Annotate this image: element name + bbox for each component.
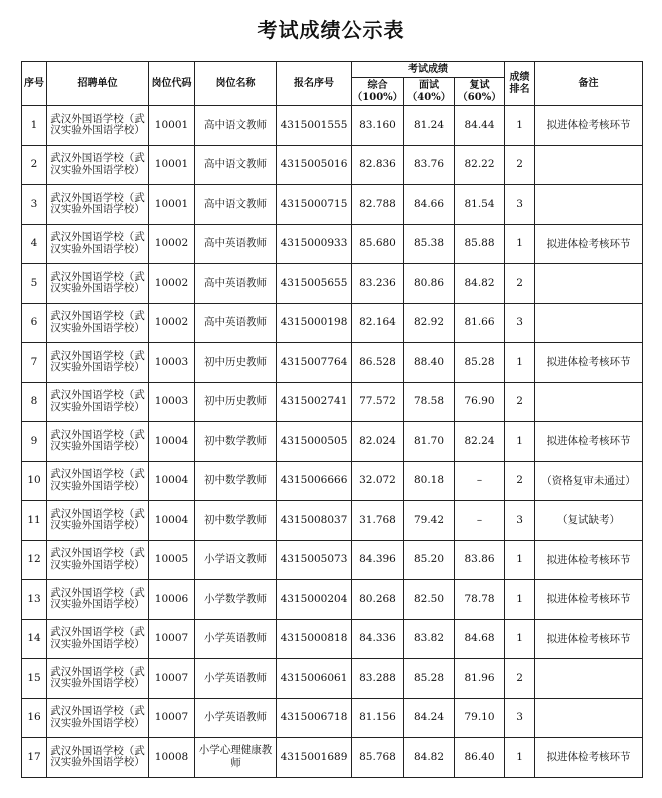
retest-score-cell: – bbox=[455, 501, 505, 541]
header-code: 岗位代码 bbox=[149, 62, 195, 106]
rank-cell: 3 bbox=[505, 501, 535, 541]
interview-score-cell: 84.24 bbox=[404, 698, 455, 738]
code-cell: 10004 bbox=[149, 461, 195, 501]
remark-cell bbox=[535, 303, 643, 343]
unit-cell: 武汉外国语学校（武汉实验外国语学校） bbox=[47, 303, 149, 343]
seq-cell: 13 bbox=[22, 580, 47, 620]
rank-cell: 2 bbox=[505, 382, 535, 422]
combined-score-cell: 83.236 bbox=[352, 264, 404, 304]
remark-cell bbox=[535, 264, 643, 304]
regno-cell: 4315006061 bbox=[277, 659, 352, 699]
seq-cell: 7 bbox=[22, 343, 47, 383]
retest-score-cell: 78.78 bbox=[455, 580, 505, 620]
header-remark: 备注 bbox=[535, 62, 643, 106]
unit-cell: 武汉外国语学校（武汉实验外国语学校） bbox=[47, 738, 149, 778]
interview-score-cell: 80.18 bbox=[404, 461, 455, 501]
regno-cell: 4315006718 bbox=[277, 698, 352, 738]
code-cell: 10008 bbox=[149, 738, 195, 778]
table-row bbox=[22, 343, 643, 383]
retest-score-cell: 82.22 bbox=[455, 145, 505, 185]
interview-score-cell: 84.82 bbox=[404, 738, 455, 778]
combined-score-cell: 32.072 bbox=[352, 461, 404, 501]
remark-cell bbox=[535, 382, 643, 422]
position-cell: 小学心理健康教师 bbox=[195, 738, 277, 778]
rank-cell: 3 bbox=[505, 303, 535, 343]
retest-score-cell: 81.96 bbox=[455, 659, 505, 699]
regno-cell: 4315000933 bbox=[277, 224, 352, 264]
regno-cell: 4315001689 bbox=[277, 738, 352, 778]
rank-cell: 3 bbox=[505, 698, 535, 738]
code-cell: 10001 bbox=[149, 185, 195, 225]
code-cell: 10003 bbox=[149, 343, 195, 383]
seq-cell: 2 bbox=[22, 145, 47, 185]
table-row bbox=[22, 659, 643, 699]
combined-score-cell: 84.396 bbox=[352, 540, 404, 580]
remark-cell: 拟进体检考核环节 bbox=[535, 540, 643, 580]
regno-cell: 4315000204 bbox=[277, 580, 352, 620]
code-cell: 10001 bbox=[149, 106, 195, 146]
interview-score-cell: 78.58 bbox=[404, 382, 455, 422]
table-row bbox=[22, 224, 643, 264]
header-regno: 报名序号 bbox=[277, 62, 352, 106]
seq-cell: 17 bbox=[22, 738, 47, 778]
interview-score-cell: 85.20 bbox=[404, 540, 455, 580]
interview-score-cell: 79.42 bbox=[404, 501, 455, 541]
position-cell: 高中语文教师 bbox=[195, 185, 277, 225]
interview-score-cell: 81.70 bbox=[404, 422, 455, 462]
position-cell: 初中数学教师 bbox=[195, 461, 277, 501]
remark-cell: 拟进体检考核环节 bbox=[535, 106, 643, 146]
seq-cell: 8 bbox=[22, 382, 47, 422]
code-cell: 10007 bbox=[149, 619, 195, 659]
position-cell: 初中数学教师 bbox=[195, 501, 277, 541]
regno-cell: 4315000198 bbox=[277, 303, 352, 343]
page-title: 考试成绩公示表 bbox=[257, 18, 405, 42]
table-row bbox=[22, 264, 643, 304]
regno-cell: 4315005016 bbox=[277, 145, 352, 185]
table-row bbox=[22, 461, 643, 501]
code-cell: 10005 bbox=[149, 540, 195, 580]
combined-score-cell: 82.024 bbox=[352, 422, 404, 462]
position-cell: 高中语文教师 bbox=[195, 145, 277, 185]
rank-cell: 1 bbox=[505, 106, 535, 146]
retest-score-cell: 84.82 bbox=[455, 264, 505, 304]
seq-cell: 3 bbox=[22, 185, 47, 225]
seq-cell: 9 bbox=[22, 422, 47, 462]
remark-cell: 拟进体检考核环节 bbox=[535, 224, 643, 264]
code-cell: 10002 bbox=[149, 224, 195, 264]
combined-score-cell: 83.160 bbox=[352, 106, 404, 146]
table-body bbox=[22, 106, 643, 778]
seq-cell: 15 bbox=[22, 659, 47, 699]
position-cell: 初中历史教师 bbox=[195, 382, 277, 422]
combined-score-cell: 81.156 bbox=[352, 698, 404, 738]
regno-cell: 4315008037 bbox=[277, 501, 352, 541]
code-cell: 10007 bbox=[149, 698, 195, 738]
position-cell: 初中数学教师 bbox=[195, 422, 277, 462]
combined-score-cell: 82.788 bbox=[352, 185, 404, 225]
code-cell: 10002 bbox=[149, 303, 195, 343]
position-cell: 小学英语教师 bbox=[195, 619, 277, 659]
code-cell: 10006 bbox=[149, 580, 195, 620]
table-row bbox=[22, 738, 643, 778]
table-row bbox=[22, 422, 643, 462]
code-cell: 10003 bbox=[149, 382, 195, 422]
retest-score-cell: 82.24 bbox=[455, 422, 505, 462]
regno-cell: 4315006666 bbox=[277, 461, 352, 501]
regno-cell: 4315000505 bbox=[277, 422, 352, 462]
regno-cell: 4315005655 bbox=[277, 264, 352, 304]
position-cell: 小学语文教师 bbox=[195, 540, 277, 580]
seq-cell: 16 bbox=[22, 698, 47, 738]
interview-score-cell: 85.38 bbox=[404, 224, 455, 264]
remark-cell: 拟进体检考核环节 bbox=[535, 422, 643, 462]
table-row bbox=[22, 145, 643, 185]
code-cell: 10004 bbox=[149, 422, 195, 462]
position-cell: 高中语文教师 bbox=[195, 106, 277, 146]
regno-cell: 4315000818 bbox=[277, 619, 352, 659]
remark-cell: （复试缺考） bbox=[535, 501, 643, 541]
remark-cell bbox=[535, 659, 643, 699]
seq-cell: 14 bbox=[22, 619, 47, 659]
header-seq: 序号 bbox=[22, 62, 47, 106]
code-cell: 10001 bbox=[149, 145, 195, 185]
header-position: 岗位名称 bbox=[195, 62, 277, 106]
interview-score-cell: 83.76 bbox=[404, 145, 455, 185]
unit-cell: 武汉外国语学校（武汉实验外国语学校） bbox=[47, 224, 149, 264]
unit-cell: 武汉外国语学校（武汉实验外国语学校） bbox=[47, 343, 149, 383]
position-cell: 高中英语教师 bbox=[195, 224, 277, 264]
regno-cell: 4315001555 bbox=[277, 106, 352, 146]
retest-score-cell: 85.88 bbox=[455, 224, 505, 264]
unit-cell: 武汉外国语学校（武汉实验外国语学校） bbox=[47, 145, 149, 185]
position-cell: 初中历史教师 bbox=[195, 343, 277, 383]
retest-score-cell: 84.44 bbox=[455, 106, 505, 146]
remark-cell: （资格复审未通过） bbox=[535, 461, 643, 501]
retest-score-cell: 83.86 bbox=[455, 540, 505, 580]
interview-score-cell: 85.28 bbox=[404, 659, 455, 699]
remark-cell: 拟进体检考核环节 bbox=[535, 619, 643, 659]
seq-cell: 1 bbox=[22, 106, 47, 146]
combined-score-cell: 77.572 bbox=[352, 382, 404, 422]
rank-cell: 1 bbox=[505, 422, 535, 462]
rank-cell: 2 bbox=[505, 659, 535, 699]
regno-cell: 4315002741 bbox=[277, 382, 352, 422]
remark-cell bbox=[535, 185, 643, 225]
rank-cell: 3 bbox=[505, 185, 535, 225]
interview-score-cell: 81.24 bbox=[404, 106, 455, 146]
retest-score-cell: 86.40 bbox=[455, 738, 505, 778]
combined-score-cell: 80.268 bbox=[352, 580, 404, 620]
rank-cell: 2 bbox=[505, 145, 535, 185]
interview-score-cell: 82.92 bbox=[404, 303, 455, 343]
table-row bbox=[22, 185, 643, 225]
unit-cell: 武汉外国语学校（武汉实验外国语学校） bbox=[47, 619, 149, 659]
position-cell: 小学英语教师 bbox=[195, 698, 277, 738]
combined-score-cell: 84.336 bbox=[352, 619, 404, 659]
table-row bbox=[22, 106, 643, 146]
retest-score-cell: 81.66 bbox=[455, 303, 505, 343]
rank-cell: 1 bbox=[505, 619, 535, 659]
table-row bbox=[22, 303, 643, 343]
combined-score-cell: 86.528 bbox=[352, 343, 404, 383]
remark-cell: 拟进体检考核环节 bbox=[535, 738, 643, 778]
regno-cell: 4315005073 bbox=[277, 540, 352, 580]
regno-cell: 4315007764 bbox=[277, 343, 352, 383]
combined-score-cell: 85.680 bbox=[352, 224, 404, 264]
unit-cell: 武汉外国语学校（武汉实验外国语学校） bbox=[47, 659, 149, 699]
rank-cell: 1 bbox=[505, 343, 535, 383]
seq-cell: 6 bbox=[22, 303, 47, 343]
unit-cell: 武汉外国语学校（武汉实验外国语学校） bbox=[47, 185, 149, 225]
unit-cell: 武汉外国语学校（武汉实验外国语学校） bbox=[47, 501, 149, 541]
score-table bbox=[21, 61, 643, 778]
retest-score-cell: 85.28 bbox=[455, 343, 505, 383]
rank-cell: 1 bbox=[505, 540, 535, 580]
header-interview: 面试（40%） bbox=[404, 78, 455, 106]
interview-score-cell: 84.66 bbox=[404, 185, 455, 225]
rank-cell: 2 bbox=[505, 461, 535, 501]
header-combined: 综合（100%） bbox=[352, 78, 404, 106]
position-cell: 高中英语教师 bbox=[195, 264, 277, 304]
retest-score-cell: 79.10 bbox=[455, 698, 505, 738]
unit-cell: 武汉外国语学校（武汉实验外国语学校） bbox=[47, 106, 149, 146]
unit-cell: 武汉外国语学校（武汉实验外国语学校） bbox=[47, 461, 149, 501]
regno-cell: 4315000715 bbox=[277, 185, 352, 225]
table-row bbox=[22, 580, 643, 620]
unit-cell: 武汉外国语学校（武汉实验外国语学校） bbox=[47, 382, 149, 422]
retest-score-cell: 81.54 bbox=[455, 185, 505, 225]
unit-cell: 武汉外国语学校（武汉实验外国语学校） bbox=[47, 264, 149, 304]
combined-score-cell: 31.768 bbox=[352, 501, 404, 541]
remark-cell bbox=[535, 145, 643, 185]
table-row bbox=[22, 540, 643, 580]
remark-cell: 拟进体检考核环节 bbox=[535, 580, 643, 620]
combined-score-cell: 83.288 bbox=[352, 659, 404, 699]
unit-cell: 武汉外国语学校（武汉实验外国语学校） bbox=[47, 422, 149, 462]
table-row bbox=[22, 382, 643, 422]
retest-score-cell: – bbox=[455, 461, 505, 501]
interview-score-cell: 83.82 bbox=[404, 619, 455, 659]
seq-cell: 11 bbox=[22, 501, 47, 541]
retest-score-cell: 76.90 bbox=[455, 382, 505, 422]
combined-score-cell: 82.836 bbox=[352, 145, 404, 185]
remark-cell: 拟进体检考核环节 bbox=[535, 343, 643, 383]
code-cell: 10007 bbox=[149, 659, 195, 699]
interview-score-cell: 82.50 bbox=[404, 580, 455, 620]
position-cell: 小学数学教师 bbox=[195, 580, 277, 620]
rank-cell: 1 bbox=[505, 224, 535, 264]
header-retest: 复试（60%） bbox=[455, 78, 505, 106]
header-rank: 成绩排名 bbox=[505, 62, 535, 106]
combined-score-cell: 85.768 bbox=[352, 738, 404, 778]
rank-cell: 2 bbox=[505, 264, 535, 304]
code-cell: 10004 bbox=[149, 501, 195, 541]
position-cell: 高中英语教师 bbox=[195, 303, 277, 343]
header-unit: 招聘单位 bbox=[47, 62, 149, 106]
table-row bbox=[22, 698, 643, 738]
seq-cell: 4 bbox=[22, 224, 47, 264]
retest-score-cell: 84.68 bbox=[455, 619, 505, 659]
header-score-group: 考试成绩 bbox=[352, 62, 505, 78]
seq-cell: 12 bbox=[22, 540, 47, 580]
rank-cell: 1 bbox=[505, 738, 535, 778]
unit-cell: 武汉外国语学校（武汉实验外国语学校） bbox=[47, 540, 149, 580]
table-row bbox=[22, 619, 643, 659]
unit-cell: 武汉外国语学校（武汉实验外国语学校） bbox=[47, 580, 149, 620]
rank-cell: 1 bbox=[505, 580, 535, 620]
interview-score-cell: 80.86 bbox=[404, 264, 455, 304]
table-row bbox=[22, 501, 643, 541]
code-cell: 10002 bbox=[149, 264, 195, 304]
interview-score-cell: 88.40 bbox=[404, 343, 455, 383]
seq-cell: 10 bbox=[22, 461, 47, 501]
combined-score-cell: 82.164 bbox=[352, 303, 404, 343]
position-cell: 小学英语教师 bbox=[195, 659, 277, 699]
seq-cell: 5 bbox=[22, 264, 47, 304]
remark-cell bbox=[535, 698, 643, 738]
unit-cell: 武汉外国语学校（武汉实验外国语学校） bbox=[47, 698, 149, 738]
